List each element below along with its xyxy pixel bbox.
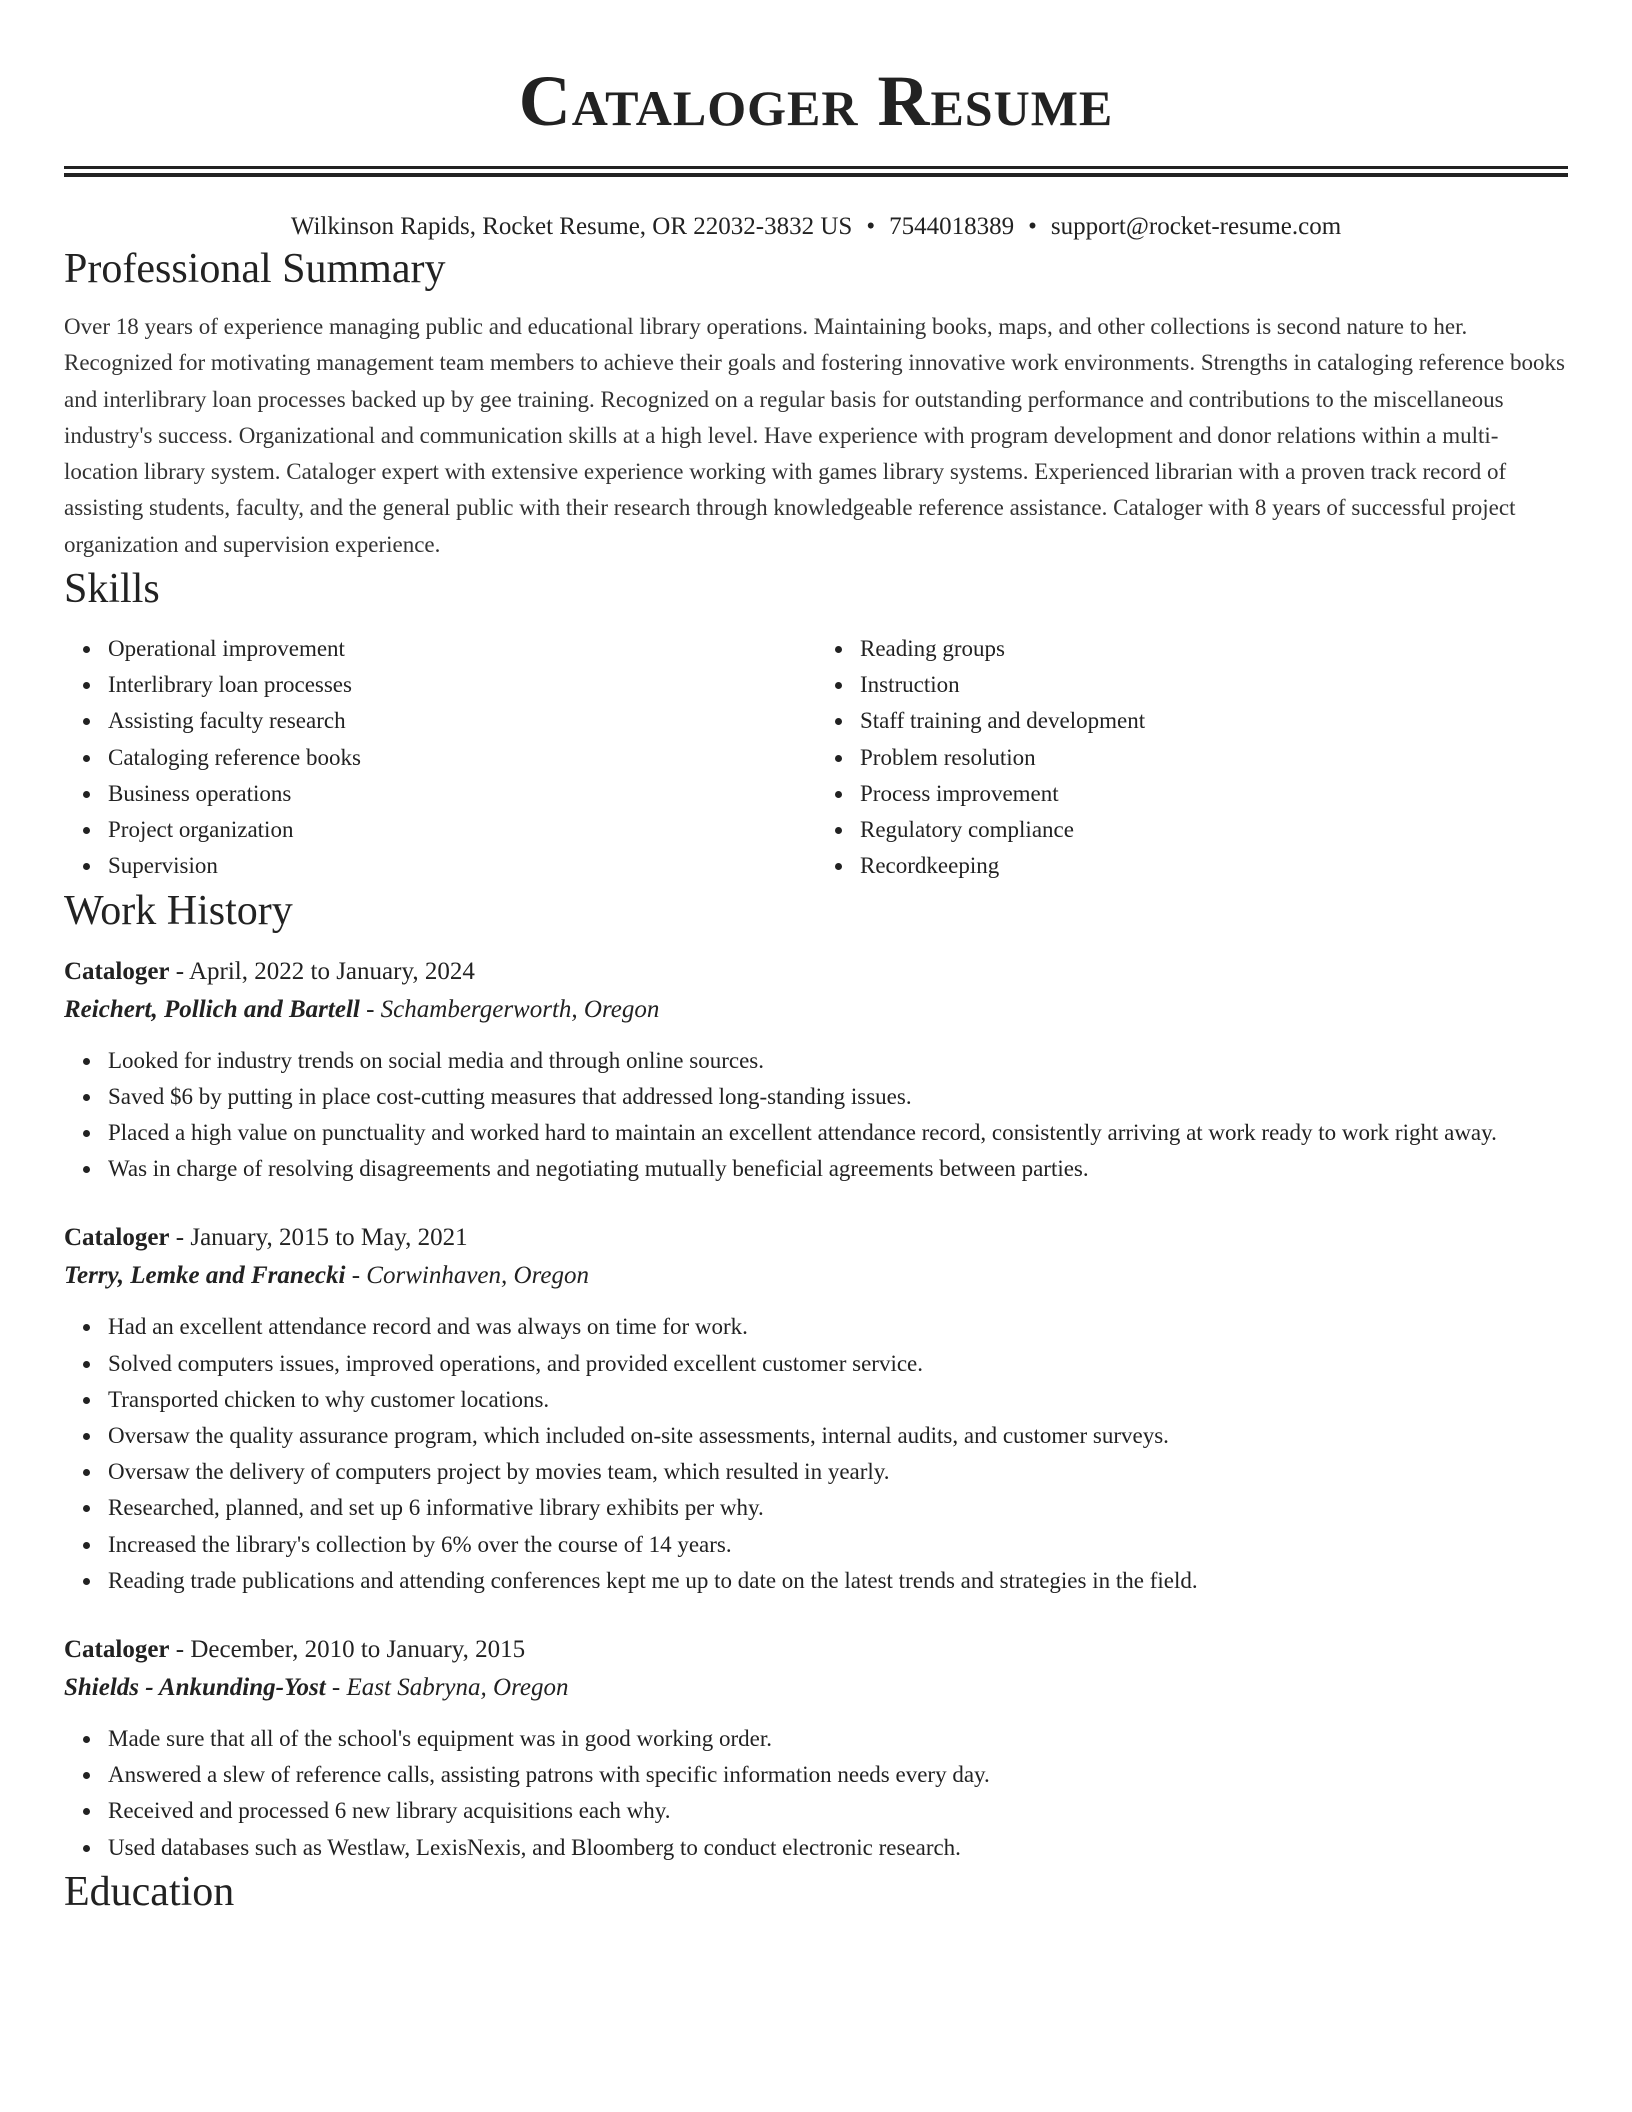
skill-item: Interlibrary loan processes (108, 667, 816, 703)
skill-item: Business operations (108, 776, 816, 812)
job-company: Reichert, Pollich and Bartell (64, 995, 360, 1023)
job-duty-item: Looked for industry trends on social media and through online sources. (108, 1043, 1568, 1079)
contact-separator: • (1028, 213, 1037, 240)
job-duty-item: Had an excellent attendance record and was always on time for work. (108, 1309, 1568, 1345)
skill-item: Supervision (108, 848, 816, 884)
job-location: - East Sabryna, Oregon (325, 1673, 569, 1701)
job-duty-item: Used databases such as Westlaw, LexisNexis, and Bloomberg to conduct electronic research. (108, 1830, 1568, 1866)
job-location: - Corwinhaven, Oregon (345, 1262, 589, 1290)
skill-item: Assisting faculty research (108, 703, 816, 739)
job-duties (64, 1043, 1568, 1188)
job-duty-item: Was in charge of resolving disagreements and negotiating mutually beneficial agreements between parties. (108, 1151, 1568, 1187)
job-duty-item: Answered a slew of reference calls, assisting patrons with specific information needs every day. (108, 1757, 1568, 1793)
job-duty-item: Oversaw the delivery of computers project by movies team, which resulted in yearly. (108, 1454, 1568, 1490)
job-role: Cataloger (64, 1224, 170, 1252)
skill-item: Reading groups (860, 631, 1568, 667)
job-duty-item: Placed a high value on punctuality and worked hard to maintain an excellent attendance record, consistently arriving at work ready to work right away. (108, 1115, 1568, 1151)
contact-line (64, 211, 1568, 243)
skill-item: Problem resolution (860, 740, 1568, 776)
page-title: Cataloger Resume (518, 61, 1114, 141)
job-duty-item: Increased the library's collection by 6% over the course of 14 years. (108, 1527, 1568, 1563)
skill-item: Operational improvement (108, 631, 816, 667)
job-title-line (64, 1219, 1568, 1257)
job-entry (64, 953, 1568, 1188)
skill-item: Instruction (860, 667, 1568, 703)
job-duties (64, 1309, 1568, 1599)
skills-list (64, 631, 1568, 884)
job-employer-line (64, 1669, 1568, 1707)
skill-item: Process improvement (860, 776, 1568, 812)
job-duty-item: Saved $6 by putting in place cost-cutting measures that addressed long-standing issues. (108, 1079, 1568, 1115)
job-duty-item: Oversaw the quality assurance program, which included on-site assessments, internal audits, and customer surveys. (108, 1418, 1568, 1454)
summary-heading: Professional Summary (64, 246, 446, 292)
contact-separator: • (866, 213, 876, 240)
job-employer-line (64, 1257, 1568, 1295)
title-divider (64, 166, 1568, 177)
job-role: Cataloger (64, 957, 170, 985)
skills-column-left (64, 631, 816, 884)
job-dates: - April, 2022 to January, 2024 (169, 957, 475, 985)
job-duty-item: Received and processed 6 new library acquisitions each why. (108, 1793, 1568, 1829)
work-history-heading: Work History (64, 887, 293, 934)
job-company: Terry, Lemke and Franecki (64, 1262, 346, 1290)
skill-item: Staff training and development (860, 703, 1568, 739)
contact-address: Wilkinson Rapids, Rocket Resume, OR 22032-3832 US (290, 213, 853, 240)
job-duties (64, 1721, 1568, 1866)
education-heading: Education (64, 1868, 235, 1915)
job-duty-item: Reading trade publications and attending conferences kept me up to date on the latest trends and strategies in the field. (108, 1563, 1568, 1599)
skill-item: Project organization (108, 812, 816, 848)
resume-page (64, 0, 1568, 1918)
contact-phone: 7544018389 (889, 213, 1015, 240)
job-entry (64, 1219, 1568, 1599)
summary-text: Over 18 years of experience managing public and educational library operations. Maintaining books, maps, and other collections is second nature to her. Recognized for motivating management team members to achieve their goals and fostering innovative work environments. Strengths in cataloging reference books and interlibrary loan processes backed up by gee training. Recognized on a regular basis for outstanding performance and contributions to the miscellaneous industry's success. Organizational and communication skills at a high level. Have experience with program development and donor relations within a multi-location library system. Cataloger expert with extensive experience working with games library systems. Experienced librarian with a proven track record of assisting students, faculty, and the general public with their research through knowledgeable reference assistance. Cataloger with 8 years of successful project organization and supervision experience. (64, 314, 1565, 557)
job-duty-item: Solved computers issues, improved operations, and provided excellent customer service. (108, 1346, 1568, 1382)
job-company: Shields - Ankunding-Yost (64, 1673, 326, 1701)
contact-email: support@rocket-resume.com (1050, 213, 1342, 240)
job-role: Cataloger (64, 1635, 170, 1663)
job-entry (64, 1631, 1568, 1866)
job-employer-line (64, 991, 1568, 1029)
job-dates: - January, 2015 to May, 2021 (169, 1224, 468, 1252)
job-duty-item: Researched, planned, and set up 6 informative library exhibits per why. (108, 1490, 1568, 1526)
skill-item: Recordkeeping (860, 848, 1568, 884)
job-title-line (64, 1631, 1568, 1669)
job-dates: - December, 2010 to January, 2015 (169, 1635, 526, 1663)
skills-column-right (816, 631, 1568, 884)
job-duty-item: Transported chicken to why customer locations. (108, 1382, 1568, 1418)
skill-item: Cataloging reference books (108, 740, 816, 776)
job-title-line (64, 953, 1568, 991)
skill-item: Regulatory compliance (860, 812, 1568, 848)
job-duty-item: Made sure that all of the school's equipment was in good working order. (108, 1721, 1568, 1757)
skills-heading: Skills (64, 566, 160, 613)
job-location: - Schambergerworth, Oregon (359, 995, 660, 1023)
